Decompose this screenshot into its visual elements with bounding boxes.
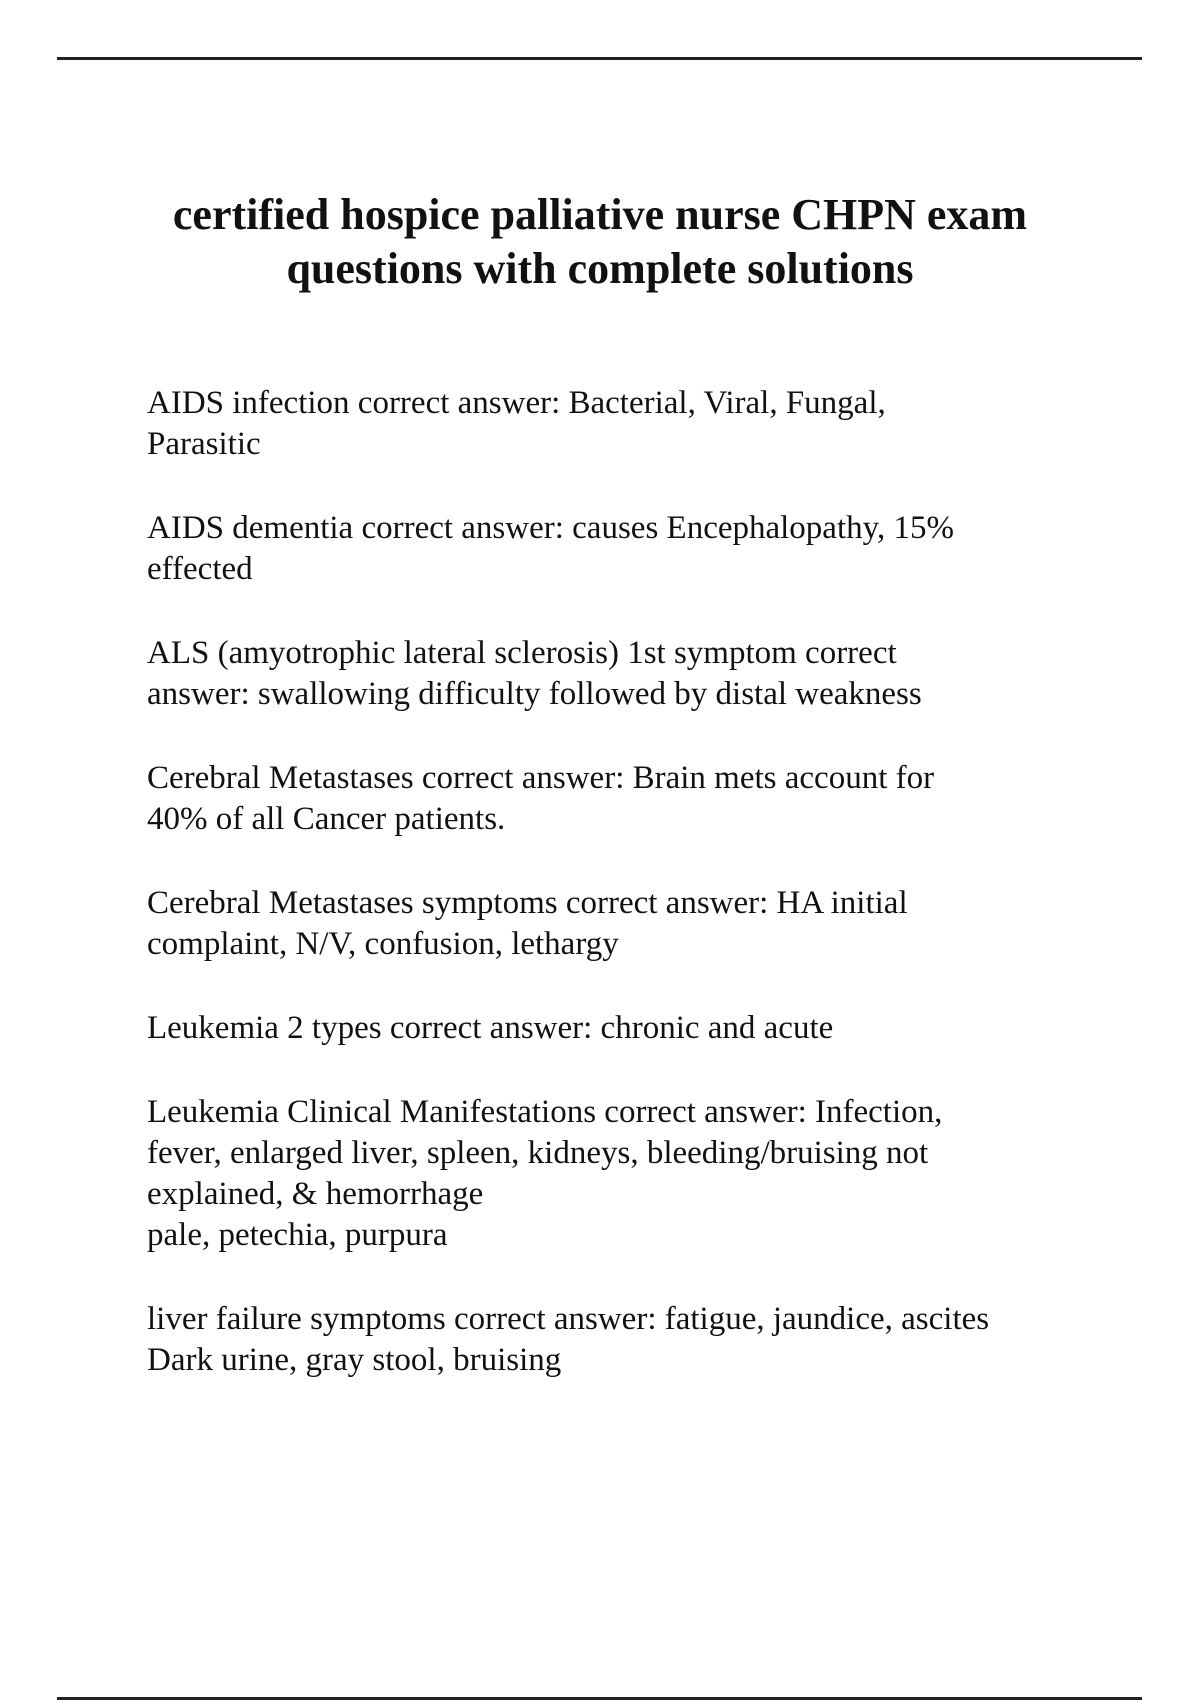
qa-entry	[147, 1092, 1147, 1256]
title-line: questions with complete solutions	[286, 244, 914, 293]
qa-entry-line: effected	[147, 551, 253, 587]
qa-entry-line: Cerebral Metastases correct answer: Brain mets account for	[147, 760, 935, 796]
qa-entry-line: liver failure symptoms correct answer: fatigue, jaundice, ascites	[147, 1301, 990, 1337]
qa-entry	[147, 1008, 1147, 1049]
qa-entry-line: 40% of all Cancer patients.	[147, 801, 506, 837]
qa-entry	[147, 633, 1147, 715]
title-line: certified hospice palliative nurse CHPN exam	[172, 190, 1028, 239]
qa-entry	[147, 1299, 1147, 1381]
qa-entry-line: explained, & hemorrhage	[147, 1176, 484, 1212]
qa-entry-line: Leukemia Clinical Manifestations correct answer: Infection,	[147, 1094, 943, 1130]
qa-entry-line: ALS (amyotrophic lateral sclerosis) 1st symptom correct	[147, 635, 897, 671]
qa-entry-line: answer: swallowing difficulty followed by distal weakness	[147, 676, 922, 712]
qa-entry-line: Dark urine, gray stool, bruising	[147, 1342, 562, 1378]
qa-entry-line: Cerebral Metastases symptoms correct answer: HA initial	[147, 885, 908, 921]
qa-entry-line: Parasitic	[147, 426, 261, 462]
qa-entry-line: complaint, N/V, confusion, lethargy	[147, 926, 619, 962]
qa-entry-line: pale, petechia, purpura	[147, 1217, 448, 1253]
qa-entry	[147, 508, 1147, 590]
qa-entry-line: fever, enlarged liver, spleen, kidneys, bleeding/bruising not	[147, 1135, 929, 1171]
qa-entry	[147, 883, 1147, 965]
header-rule	[57, 57, 1142, 60]
qa-entry-line: AIDS dementia correct answer: causes Encephalopathy, 15%	[147, 510, 954, 546]
qa-entry-line: AIDS infection correct answer: Bacterial, Viral, Fungal,	[147, 385, 886, 421]
document-title	[0, 188, 1200, 296]
qa-entry	[147, 383, 1147, 465]
qa-entry-line: Leukemia 2 types correct answer: chronic and acute	[147, 1010, 834, 1046]
document-body	[147, 383, 1147, 1424]
qa-entry	[147, 758, 1147, 840]
